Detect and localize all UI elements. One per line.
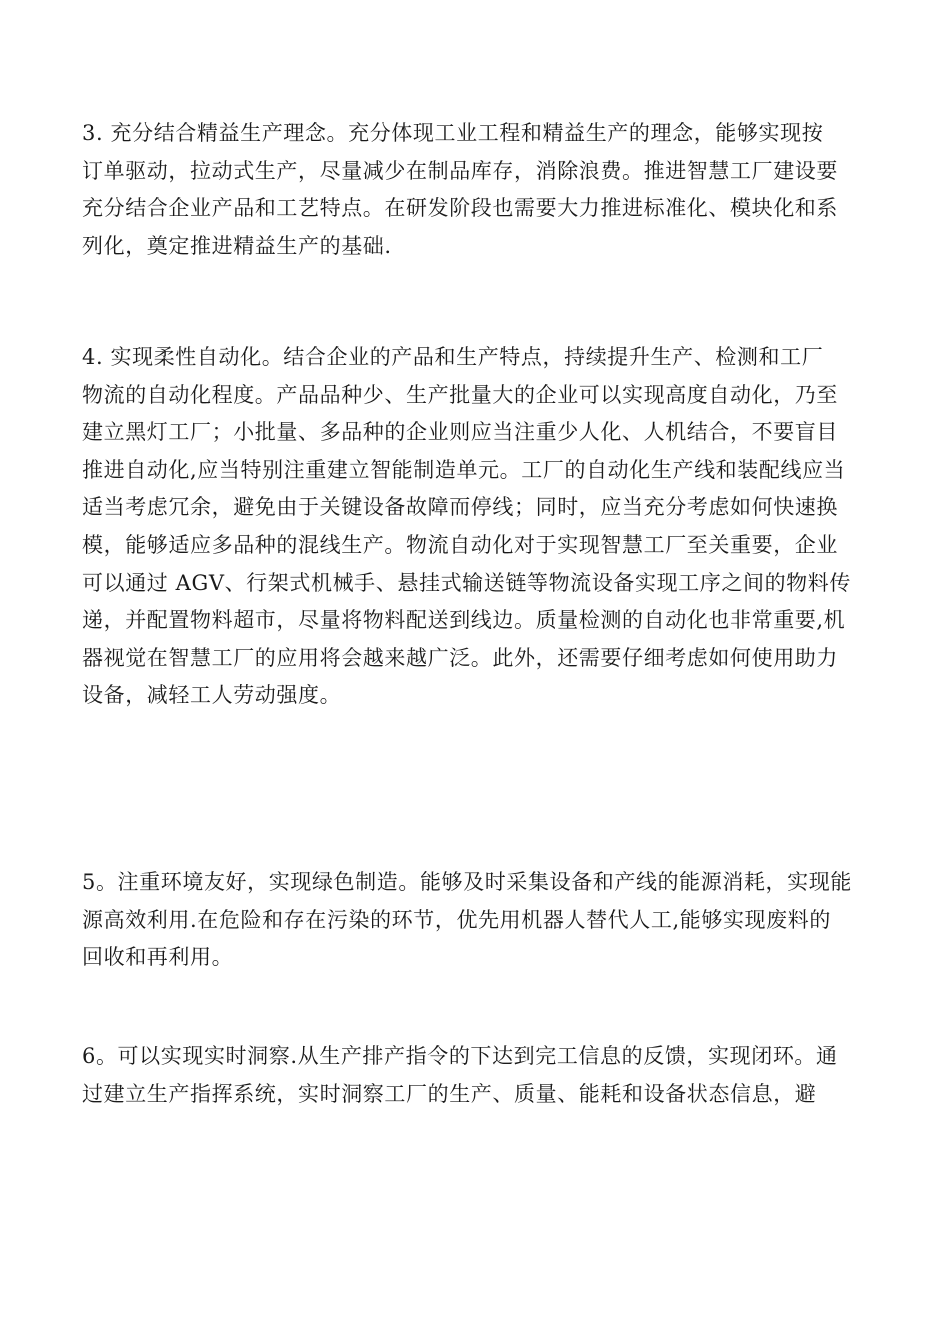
- text-line: 适当考虑冗余，避免由于关键设备故障而停线；同时，应当充分考虑如何快速换: [82, 495, 838, 520]
- text-line: 6。可以实现实时洞察.从生产排产指令的下达到完工信息的反馈，实现闭环。通: [82, 1044, 838, 1068]
- text-line: 充分结合企业产品和工艺特点。在研发阶段也需要大力推进标准化、模块化和系: [82, 196, 838, 221]
- text-line: 3. 充分结合精益生产理念。充分体现工业工程和精益生产的理念，能够实现按: [82, 121, 824, 145]
- text-line: 源高效利用.在危险和存在污染的环节，优先用机器人替代人工,能够实现废料的: [82, 907, 831, 932]
- paragraph-lean-production: [82, 115, 882, 265]
- paragraph-flexible-automation: [82, 339, 882, 715]
- text-line: 器视觉在智慧工厂的应用将会越来越广泛。此外，还需要仔细考虑如何使用助力: [82, 645, 838, 670]
- paragraph-green-manufacturing: [82, 864, 882, 977]
- text-line: 建立黑灯工厂；小批量、多品种的企业则应当注重少人化、人机结合，不要盲目: [82, 420, 838, 445]
- text-line: 订单驱动，拉动式生产，尽量减少在制品库存，消除浪费。推进智慧工厂建设要: [82, 158, 838, 183]
- text-line: 模，能够适应多品种的混线生产。物流自动化对于实现智慧工厂至关重要，企业: [82, 532, 838, 557]
- text-line: 物流的自动化程度。产品品种少、生产批量大的企业可以实现高度自动化，乃至: [82, 382, 838, 407]
- text-line: 回收和再利用。: [82, 945, 234, 970]
- text-line: 过建立生产指挥系统，实时洞察工厂的生产、质量、能耗和设备状态信息，避: [82, 1081, 817, 1106]
- text-line: 4. 实现柔性自动化。结合企业的产品和生产特点，持续提升生产、检测和工厂: [82, 345, 824, 369]
- text-line: 列化，奠定推进精益生产的基础.: [82, 233, 392, 258]
- text-line: 推进自动化,应当特别注重建立智能制造单元。工厂的自动化生产线和装配线应当: [82, 457, 846, 482]
- text-line: 可以通过 AGV、行架式机械手、悬挂式输送链等物流设备实现工序之间的物料传: [82, 570, 851, 595]
- text-line: 5。注重环境友好，实现绿色制造。能够及时采集设备和产线的能源消耗，实现能: [82, 870, 852, 894]
- text-line: 递，并配置物料超市，尽量将物料配送到线边。质量检测的自动化也非常重要,机: [82, 608, 846, 633]
- paragraph-realtime-insight: [82, 1038, 882, 1113]
- text-line: 设备，减轻工人劳动强度。: [82, 683, 342, 708]
